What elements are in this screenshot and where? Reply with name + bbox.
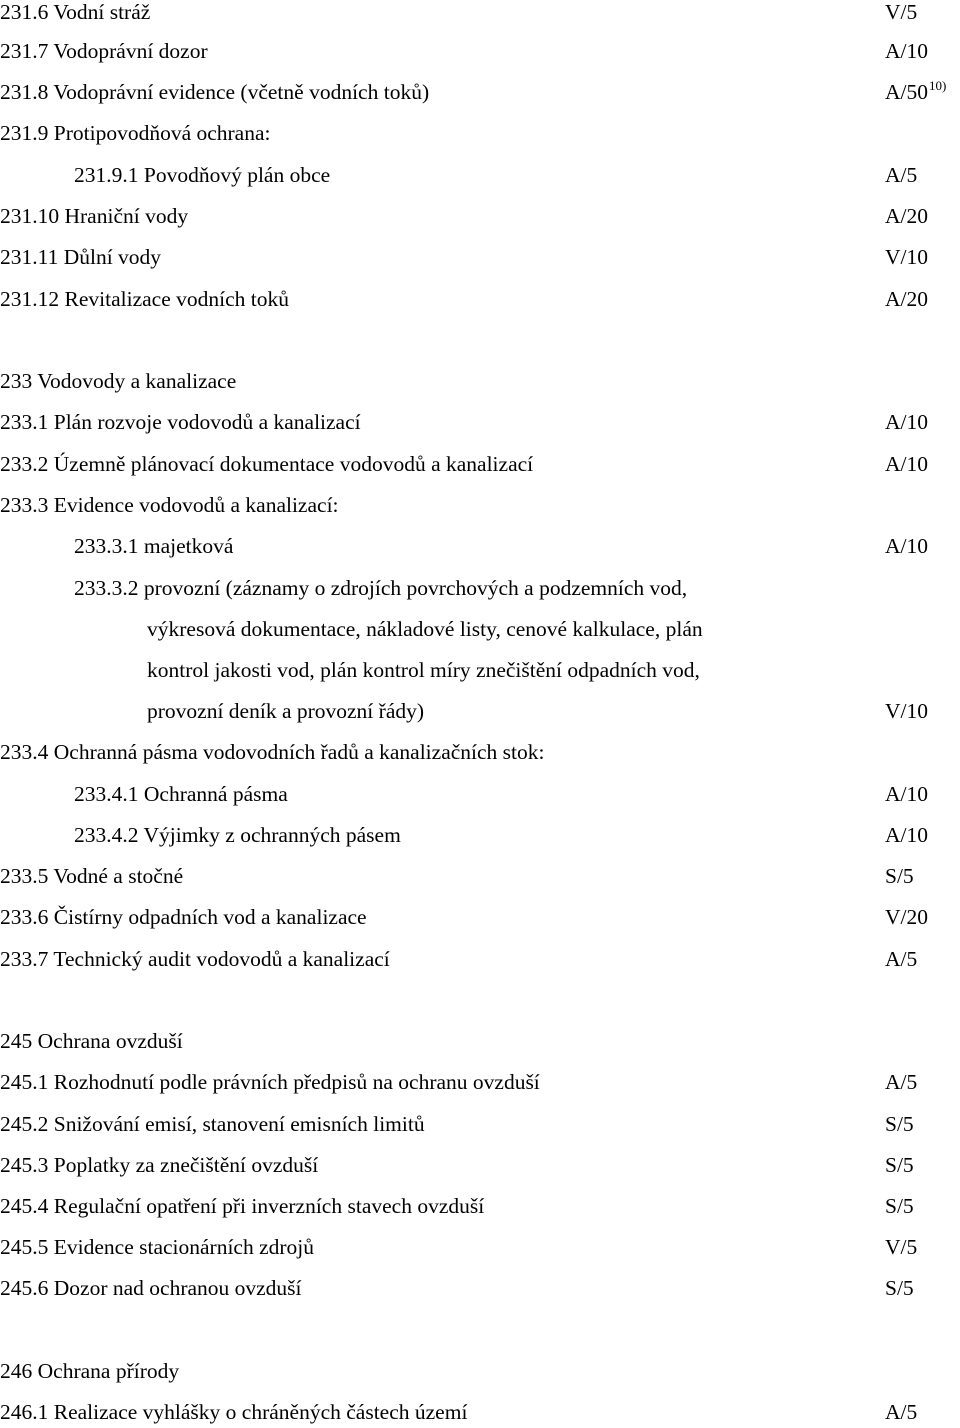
list-item-continuation bbox=[0, 655, 960, 685]
retention-code: A/5 bbox=[885, 1070, 918, 1094]
list-item bbox=[0, 1150, 960, 1180]
retention-code: S/5 bbox=[885, 1112, 914, 1136]
entry-text: výkresová dokumentace, nákladové listy, cenové kalkulace, plán bbox=[147, 617, 703, 641]
retention-code: V/5 bbox=[885, 1235, 918, 1259]
list-item bbox=[0, 902, 960, 932]
entry-text: 245.3 Poplatky za znečištění ovzduší bbox=[0, 1153, 319, 1177]
entry-text: kontrol jakosti vod, plán kontrol míry znečištění odpadních vod, bbox=[147, 658, 700, 682]
retention-code: A/10 bbox=[885, 452, 928, 476]
retention-code: S/5 bbox=[885, 1153, 914, 1177]
retention-code: A/10 bbox=[885, 782, 928, 806]
list-item bbox=[0, 573, 960, 603]
entry-text: 231.10 Hraniční vody bbox=[0, 204, 189, 228]
retention-code: A/10 bbox=[885, 534, 928, 558]
retention-code: A/5 bbox=[885, 1400, 918, 1424]
retention-code: S/5 bbox=[885, 864, 914, 888]
entry-text: 233.3.1 majetková bbox=[74, 534, 234, 558]
entry-text: 233.4.1 Ochranná pásma bbox=[74, 782, 288, 806]
entry-text: 233.3 Evidence vodovodů a kanalizací: bbox=[0, 493, 339, 517]
retention-code: V/20 bbox=[885, 905, 928, 929]
list-item bbox=[0, 737, 960, 767]
list-item bbox=[0, 36, 960, 66]
entry-text: 231.6 Vodní stráž bbox=[0, 0, 151, 24]
list-item bbox=[0, 0, 960, 27]
list-item bbox=[0, 1232, 960, 1262]
retention-code: A/10 bbox=[885, 39, 928, 63]
list-item bbox=[0, 1273, 960, 1303]
retention-code: A/20 bbox=[885, 287, 928, 311]
list-item bbox=[0, 944, 960, 974]
entry-text: 231.7 Vodoprávní dozor bbox=[0, 39, 208, 63]
retention-code: A/20 bbox=[885, 204, 928, 228]
entry-text: 231.8 Vodoprávní evidence (včetně vodních toků) bbox=[0, 80, 430, 104]
entry-text: 245.1 Rozhodnutí podle právních předpisů na ochranu ovzduší bbox=[0, 1070, 540, 1094]
entry-text: 231.12 Revitalizace vodních toků bbox=[0, 287, 289, 311]
retention-code: S/5 bbox=[885, 1194, 914, 1218]
entry-text: provozní deník a provozní řády) bbox=[147, 699, 425, 723]
list-item bbox=[0, 284, 960, 314]
retention-code: V/10 bbox=[885, 699, 928, 723]
retention-code: A/5 bbox=[885, 163, 918, 187]
retention-code: A/10 bbox=[885, 823, 928, 847]
entry-text: 233 Vodovody a kanalizace bbox=[0, 369, 237, 393]
entry-text: 246 Ochrana přírody bbox=[0, 1359, 180, 1383]
entry-text: 233.7 Technický audit vodovodů a kanalizací bbox=[0, 947, 390, 971]
list-item-continuation bbox=[0, 696, 960, 726]
list-item bbox=[0, 160, 960, 190]
section-heading bbox=[0, 366, 960, 396]
list-item bbox=[0, 820, 960, 850]
list-item bbox=[0, 118, 960, 148]
entry-text: 233.2 Územně plánovací dokumentace vodovodů a kanalizací bbox=[0, 452, 534, 476]
list-item bbox=[0, 449, 960, 479]
section-heading bbox=[0, 1026, 960, 1056]
entry-text: 233.1 Plán rozvoje vodovodů a kanalizací bbox=[0, 410, 361, 434]
footnote-ref: 10) bbox=[929, 78, 947, 93]
list-item bbox=[0, 1397, 960, 1427]
retention-code bbox=[885, 77, 946, 110]
list-item bbox=[0, 1191, 960, 1221]
retention-code: V/5 bbox=[885, 0, 918, 24]
list-item bbox=[0, 490, 960, 520]
list-item bbox=[0, 1109, 960, 1139]
list-item bbox=[0, 201, 960, 231]
entry-text: 231.9 Protipovodňová ochrana: bbox=[0, 121, 271, 145]
entry-text: 245.6 Dozor nad ochranou ovzduší bbox=[0, 1276, 302, 1300]
entry-text: 245.5 Evidence stacionárních zdrojů bbox=[0, 1235, 315, 1259]
entry-text: 245.2 Snižování emisí, stanovení emisních limitů bbox=[0, 1112, 425, 1136]
list-item bbox=[0, 779, 960, 809]
list-item bbox=[0, 77, 960, 107]
section-heading bbox=[0, 1356, 960, 1386]
retention-code: A/5 bbox=[885, 947, 918, 971]
list-item bbox=[0, 1067, 960, 1097]
entry-text: 245.4 Regulační opatření při inverzních stavech ovzduší bbox=[0, 1194, 485, 1218]
list-item-continuation bbox=[0, 614, 960, 644]
list-item bbox=[0, 861, 960, 891]
entry-text: 233.6 Čistírny odpadních vod a kanalizace bbox=[0, 905, 367, 929]
entry-text: 246.1 Realizace vyhlášky o chráněných částech území bbox=[0, 1400, 468, 1424]
entry-text: 233.3.2 provozní (záznamy o zdrojích povrchových a podzemních vod, bbox=[74, 576, 688, 600]
retention-code: A/10 bbox=[885, 410, 928, 434]
entry-text: 231.11 Důlní vody bbox=[0, 245, 162, 269]
entry-text: 231.9.1 Povodňový plán obce bbox=[74, 163, 331, 187]
retention-code: V/10 bbox=[885, 245, 928, 269]
entry-text: 245 Ochrana ovzduší bbox=[0, 1029, 183, 1053]
list-item bbox=[0, 531, 960, 561]
retention-code-value: A/50 bbox=[885, 80, 928, 104]
entry-text: 233.4.2 Výjimky z ochranných pásem bbox=[74, 823, 401, 847]
entry-text: 233.4 Ochranná pásma vodovodních řadů a kanalizačních stok: bbox=[0, 740, 545, 764]
list-item bbox=[0, 407, 960, 437]
entry-text: 233.5 Vodné a stočné bbox=[0, 864, 184, 888]
list-item bbox=[0, 242, 960, 272]
retention-code: S/5 bbox=[885, 1276, 914, 1300]
